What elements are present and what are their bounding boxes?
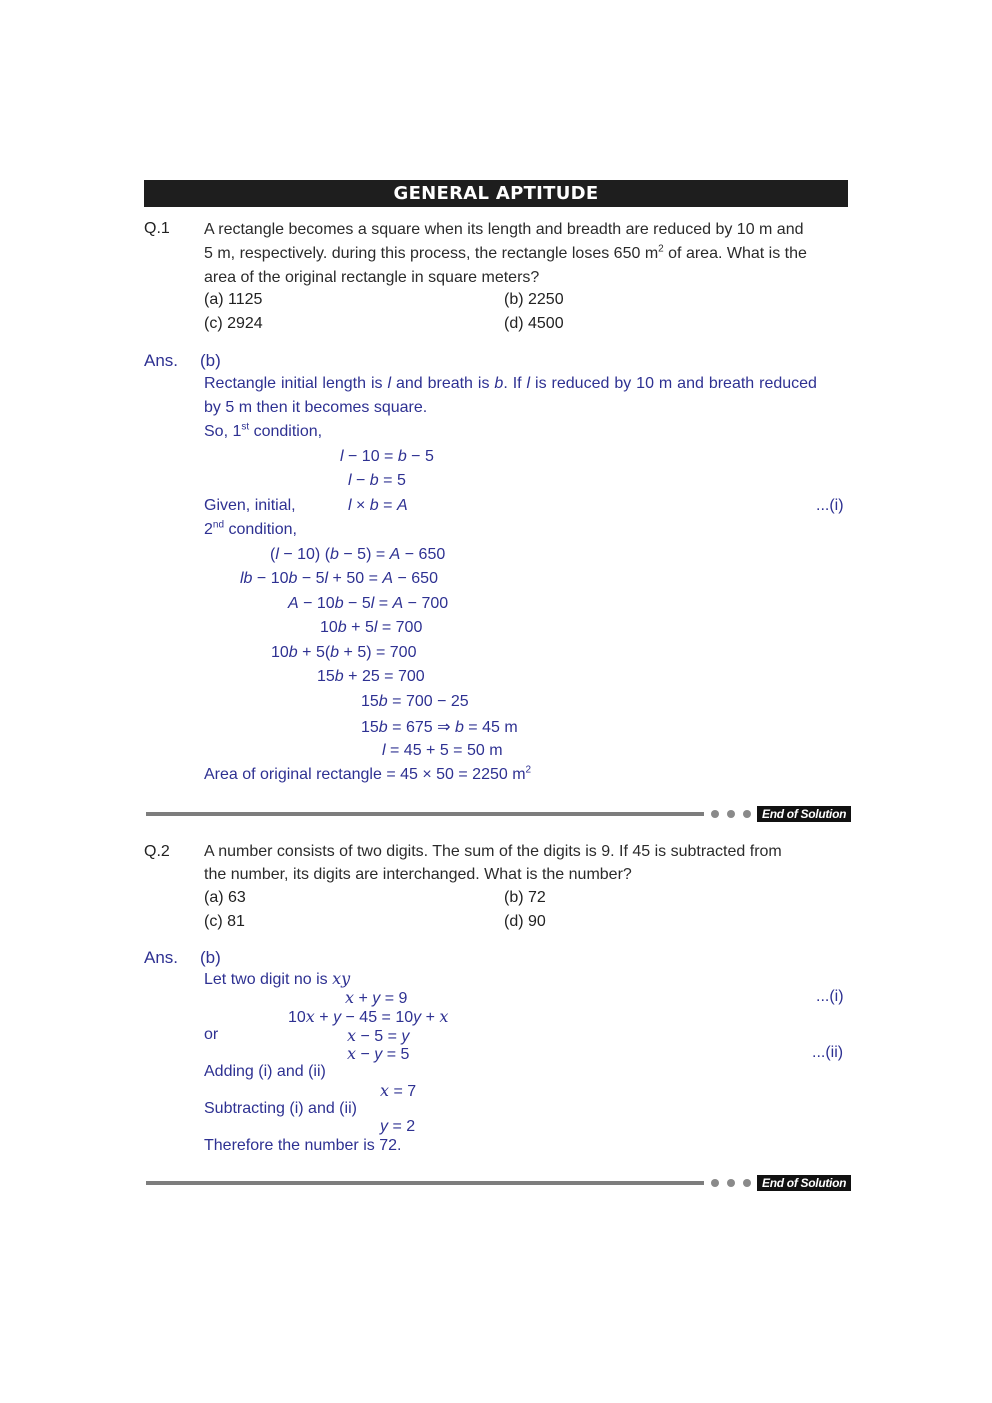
solution-line: Therefore the number is 72. [204,1137,402,1154]
or-label: or [204,1026,219,1043]
solution-line: So, 1st condition, [204,421,323,440]
divider-dot [727,1179,735,1187]
option-d: (d) 4500 [504,315,564,332]
answer-label: Ans. [144,948,179,967]
equation: 15b = 675 ⇒ b = 45 m [361,719,518,736]
equation: l − 10 = b − 5 [340,448,434,465]
equation: 15b = 700 − 25 [361,693,469,710]
equation: lb − 10b − 5l + 50 = A − 650 [240,570,438,587]
given-label: Given, initial, [204,497,296,514]
equation: l = 45 + 5 = 50 m [382,742,503,759]
question-line: 5 m, respectively. during this process, the rectangle loses 650 $m^2$ of area. What is the [204,243,807,262]
divider-dot [743,1179,751,1187]
option-a: (a) 1125 [204,291,263,308]
option-b: (b) 72 [504,889,546,906]
question-line: the number, its digits are interchanged. What is the number? [204,866,632,883]
equation: A − 10b − 5l = A − 700 [288,595,449,612]
answer-value: (b) [200,351,221,370]
solution-line: Let two digit no is xy [204,969,351,988]
solution-line: Subtracting (i) and (ii) [204,1100,357,1117]
equation: (l − 10) (b − 5) = A − 650 [270,546,446,563]
question-text [204,840,848,886]
divider-dot [711,810,719,818]
answer-label: Ans. [144,351,179,370]
condition-label: 2nd condition, [204,519,297,538]
equation: l − b = 5 [348,472,406,489]
equation: x − y = 5 [347,1044,410,1063]
question-text [204,218,848,290]
divider-dot [711,1179,719,1187]
section-header: GENERAL APTITUDE [144,180,848,207]
equation: x + y = 9 [345,988,408,1007]
area-result: Area of original rectangle = 45 × 50 = 2250 $m^2$ [204,764,532,783]
question-line: area of the original rectangle in square meters? [204,269,540,286]
equation: 10x + y − 45 = 10y + x [288,1007,449,1026]
end-of-solution-tag: End of Solution [757,1175,851,1191]
solution-line: by 5 m then it becomes square. [204,399,428,416]
divider-dot [727,810,735,818]
question-line: A rectangle becomes a square when its length and breadth are reduced by 10 m and [204,221,804,238]
equation: 10b + 5(b + 5) = 700 [271,644,417,661]
equation: 15b + 25 = 700 [317,668,425,685]
answer-value: (b) [200,948,221,967]
solution-line: Adding (i) and (ii) [204,1063,326,1080]
option-c: (c) 2924 [204,315,263,332]
end-divider [146,812,704,816]
question-number: Q.1 [144,220,170,237]
option-a: (a) 63 [204,889,246,906]
divider-dot [743,810,751,818]
equation-ref: ...(i) [816,988,844,1005]
equation: y = 2 [380,1118,416,1135]
equation: x − 5 = y [347,1026,410,1045]
option-c: (c) 81 [204,913,245,930]
equation: 10b + 5l = 700 [320,619,423,636]
end-divider [146,1181,704,1185]
equation-ref: ...(ii) [812,1044,844,1061]
solution-line: Rectangle initial length is l and breath is b. If l is reduced by 10 m and breath reduced [204,375,817,392]
option-d: (d) 90 [504,913,546,930]
option-b: (b) 2250 [504,291,564,308]
equation: x = 7 [380,1081,417,1100]
end-of-solution-tag: End of Solution [757,806,851,822]
equation: l × b = A [348,497,408,514]
question-line: A number consists of two digits. The sum of the digits is 9. If 45 is subtracted from [204,843,782,860]
equation-ref: ...(i) [816,497,844,514]
question-number: Q.2 [144,843,170,860]
